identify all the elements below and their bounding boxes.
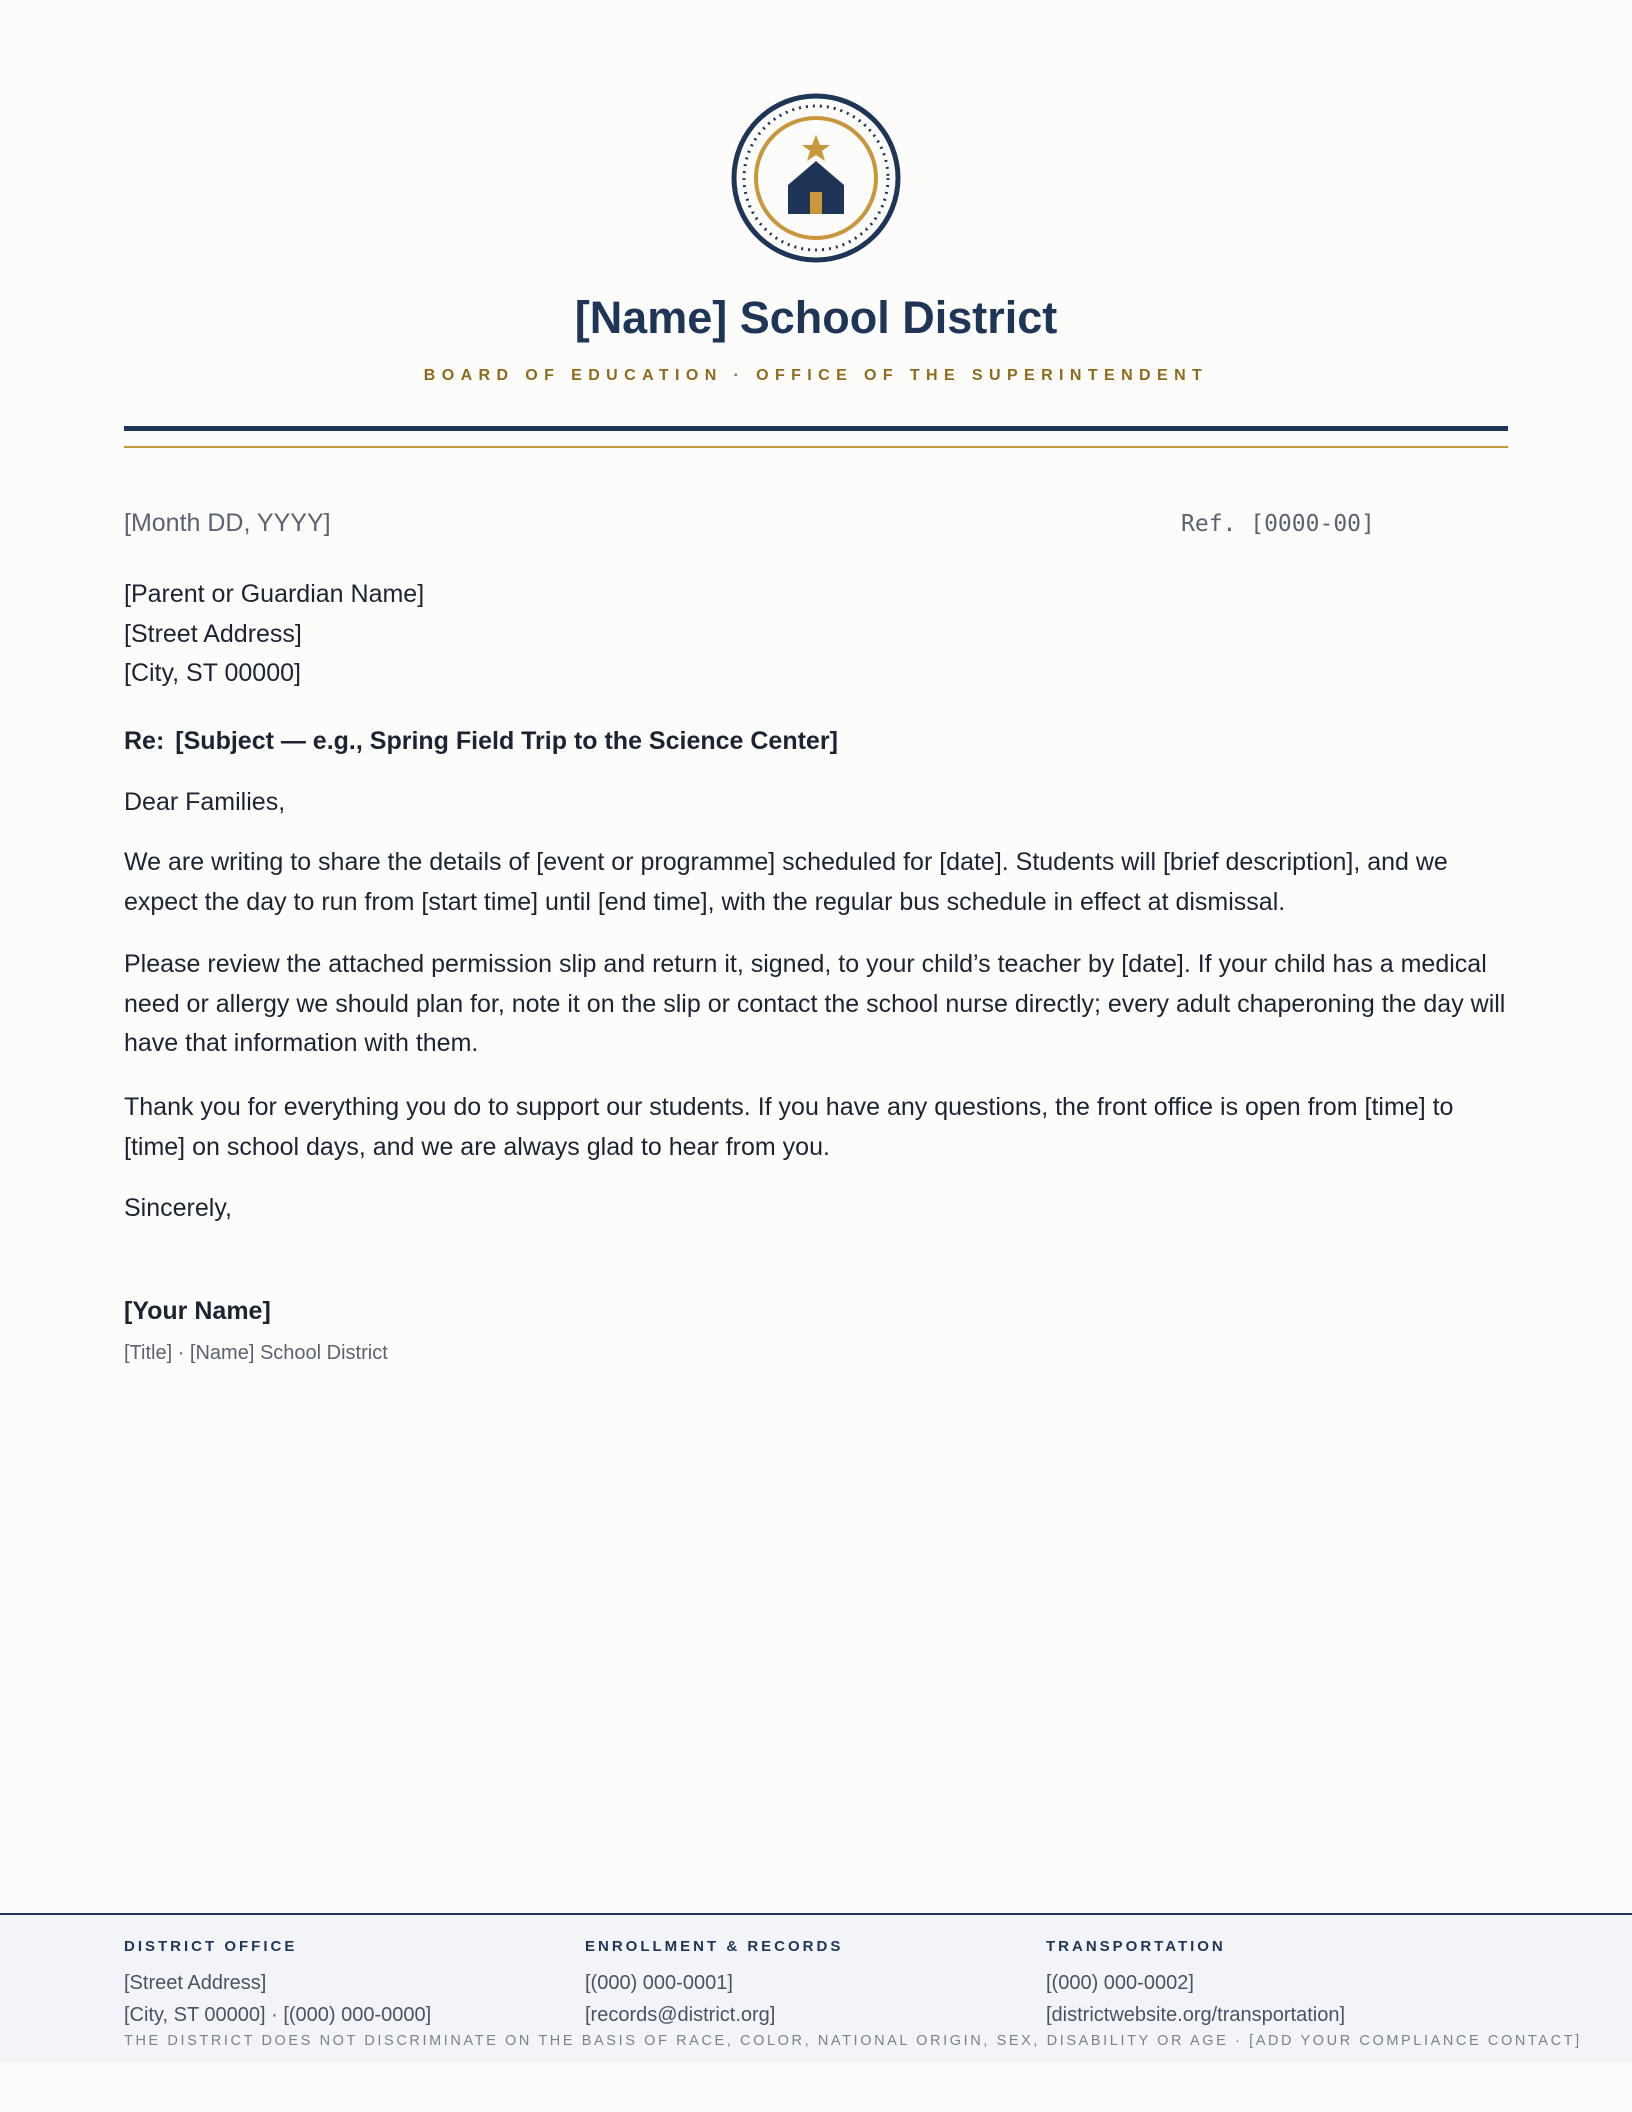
letter-date: [Month DD, YYYY]: [124, 509, 331, 537]
footer-website-link[interactable]: [districtwebsite.org/transportation]: [1046, 2004, 1346, 2026]
body-paragraph: We are writing to share the details of [event or programme] scheduled for [date]. Students will [brief description], and we expect the day to run from [start time] until [end time], with the regular bus schedule in effect at dismissal.: [124, 848, 1448, 916]
reference-number: Ref. [0000-00]: [1181, 511, 1375, 537]
footer-heading: TRANSPORTATION: [1046, 1938, 1226, 1955]
signature-title: [Title] · [Name] School District: [124, 1342, 388, 1364]
schoolhouse-star-seal-icon: [731, 93, 901, 263]
footer-district-office: [124, 1937, 431, 2031]
recipient-name: [Parent or Guardian Name]: [124, 580, 425, 608]
footer-line: [(000) 000-0002]: [1046, 1972, 1194, 1994]
footer: [0, 1913, 1632, 2063]
body-paragraph: Thank you for everything you do to support our students. If you have any questions, the front office is open from [time] to [time] on school days, and we are always glad to hear from you.: [124, 1093, 1454, 1161]
subject-line: [124, 722, 838, 760]
footer-enrollment-records: [585, 1937, 843, 2031]
subject-text: [Subject — e.g., Spring Field Trip to the Science Center]: [175, 727, 838, 755]
recipient-street: [Street Address]: [124, 619, 302, 648]
footer-email[interactable]: [records@district.org]: [585, 2004, 776, 2026]
footer-line: [City, ST 00000] · [(000) 000-0000]: [124, 2004, 432, 2026]
nondiscrimination-notice: THE DISTRICT DOES NOT DISCRIMINATE ON THE BASIS OF RACE, COLOR, NATIONAL ORIGIN, SEX, DISABILITY OR AGE · [ADD YOUR COMPLIANCE CONTACT]: [124, 2033, 1582, 2049]
district-name: [Name] School District: [574, 292, 1058, 343]
footer-line: [(000) 000-0001]: [585, 1972, 733, 1994]
greeting: Dear Families,: [124, 788, 286, 816]
footer-heading: DISTRICT OFFICE: [124, 1938, 298, 1955]
district-subtitle: BOARD OF EDUCATION · OFFICE OF THE SUPERINTENDENT: [423, 367, 1209, 384]
header-rule-navy: [124, 426, 1508, 431]
recipient-address: [124, 575, 424, 694]
recipient-city: [City, ST 00000]: [124, 659, 301, 687]
body-paragraph: Please review the attached permission slip and return it, signed, to your child’s teacher by [date]. If your child has a medical need or allergy we should plan for, note it on the slip or contact the school nurse directly; every adult chaperoning the day will have that information with them.: [124, 950, 1506, 1057]
footer-transportation: [1046, 1937, 1345, 2031]
signature-name: [Your Name]: [124, 1297, 271, 1325]
footer-line: [Street Address]: [124, 1972, 267, 1994]
header-rule-gold: [124, 446, 1508, 448]
footer-heading: ENROLLMENT & RECORDS: [585, 1938, 844, 1955]
subject-label: Re:: [124, 727, 165, 755]
closing: Sincerely,: [124, 1194, 232, 1222]
